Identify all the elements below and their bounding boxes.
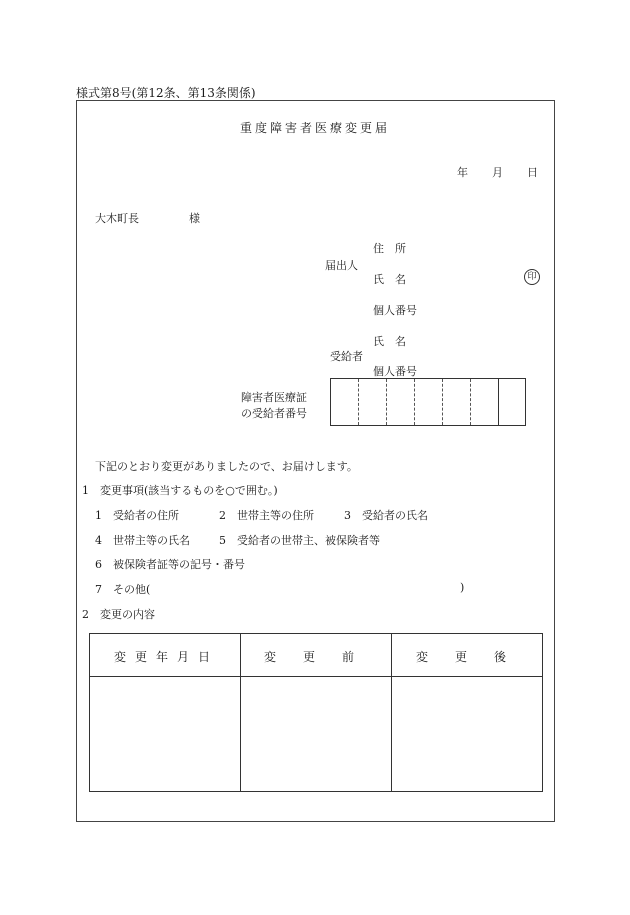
change-item: 3 受給者の氏名	[344, 509, 428, 522]
header-divider	[90, 676, 542, 677]
notifier-individual-number-label: 個人番号	[373, 304, 417, 317]
header-change-date: 変更年月日	[114, 650, 220, 664]
recipient-honorific: 様	[189, 212, 200, 225]
form-number: 様式第8号(第12条、第13条関係)	[76, 86, 256, 100]
intro-text: 下記のとおり変更がありましたので、お届けします。	[95, 460, 358, 473]
column-divider	[240, 634, 241, 791]
change-item: 2 世帯主等の住所	[219, 509, 314, 522]
change-item: 7 その他(	[95, 583, 151, 596]
change-item: 1 受給者の住所	[95, 509, 179, 522]
date-day-label: 日	[527, 166, 538, 179]
page-title: 重度障害者医療変更届	[240, 121, 391, 135]
digit-separator	[498, 379, 499, 425]
change-table	[89, 633, 543, 792]
beneficiary-label: 受給者	[330, 350, 363, 363]
header-before: 変更前	[264, 650, 382, 664]
beneficiary-name-label: 氏 名	[373, 335, 406, 348]
change-item: 4 世帯主等の氏名	[95, 534, 190, 547]
certificate-number-boxes[interactable]	[330, 378, 526, 426]
certificate-number-label-line1: 障害者医療証	[241, 391, 307, 404]
digit-separator	[386, 379, 387, 425]
change-item: 6 被保険者証等の記号・番号	[95, 558, 245, 571]
notifier-name-label: 氏 名	[373, 273, 406, 286]
digit-separator	[442, 379, 443, 425]
recipient-name: 大木町長	[95, 212, 139, 225]
digit-separator	[414, 379, 415, 425]
beneficiary-individual-number-label: 個人番号	[373, 365, 417, 378]
date-year-label: 年	[457, 166, 468, 179]
notifier-address-label: 住 所	[373, 242, 406, 255]
header-after: 変更後	[416, 650, 534, 664]
digit-separator	[470, 379, 471, 425]
change-item: 5 受給者の世帯主、被保険者等	[219, 534, 380, 547]
digit-separator	[358, 379, 359, 425]
certificate-number-label-line2: の受給者番号	[241, 407, 307, 420]
change-item-close-paren: )	[460, 581, 465, 594]
seal-mark: 印	[524, 269, 540, 285]
date-month-label: 月	[492, 166, 503, 179]
notifier-label: 届出人	[325, 259, 358, 272]
section1-heading: 1 変更事項(該当するものを○で囲む。)	[82, 484, 278, 497]
section2-heading: 2 変更の内容	[82, 608, 155, 621]
column-divider	[391, 634, 392, 791]
